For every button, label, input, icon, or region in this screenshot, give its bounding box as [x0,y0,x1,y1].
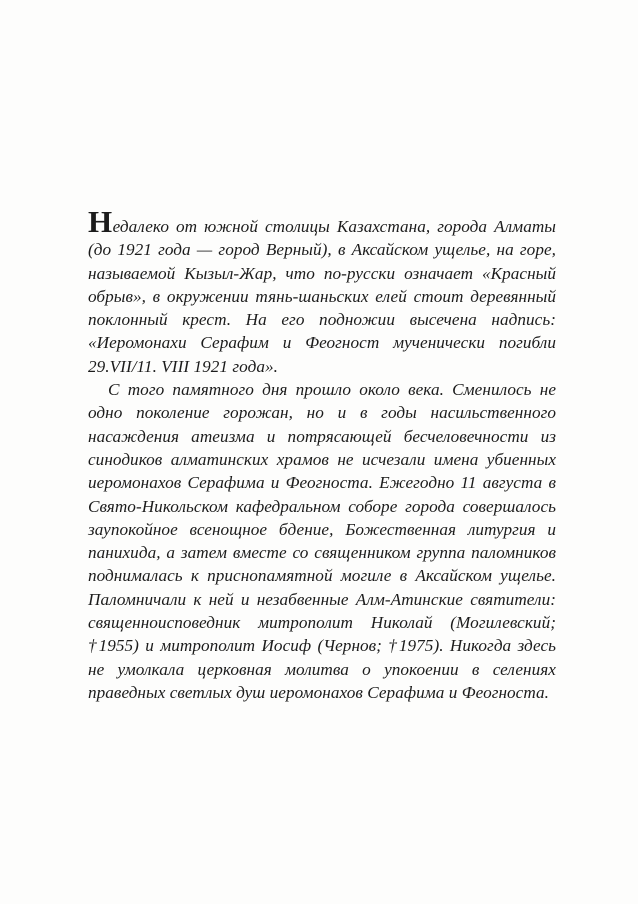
paragraph-1 [88,206,556,378]
paragraph-2: С того памятного дня прошло около века. Сменилось не одно поколение горожан, но и в годы насильственного насаждения атеизма и потрясающей бесчеловечности из синодиков алматинских храмов не исчезали имена убиенных иеромонахов Серафима и Феогноста. Ежегодно 11 августа в Свято-Никольском кафедральном соборе города совершалось заупокойное всенощное бдение, Божественная литургия и панихида, а затем вместе со священником группа паломников поднималась к приснопамятной могиле в Аксайском ущелье. Паломничали к ней и незабвенные Алм-Атинские святители: священноисповедник митрополит Николай (Могилевский; †1955) и митрополит Иосиф (Чернов; †1975). Никогда здесь не умолкала церковная молитва о упокоении в селениях праведных светлых душ иеромонахов Серафима и Феогноста. [88,380,556,702]
paragraph-1-text: едалеко от южной столицы Казахстана, города Алматы (до 1921 года — город Верный), в Аксайском ущелье, на горе, называемой Кызыл-Жар, что по-русски означает «Красный обрыв», в окружении тянь-шаньских елей стоит деревянный поклонный крест. На его подножии высечена надпись: «Иеромонахи Серафим и Феогност мученически погибли 29.VII/11. VIII 1921 года». [88,217,556,376]
document-page [88,206,556,704]
drop-cap-initial: Н [88,204,113,239]
